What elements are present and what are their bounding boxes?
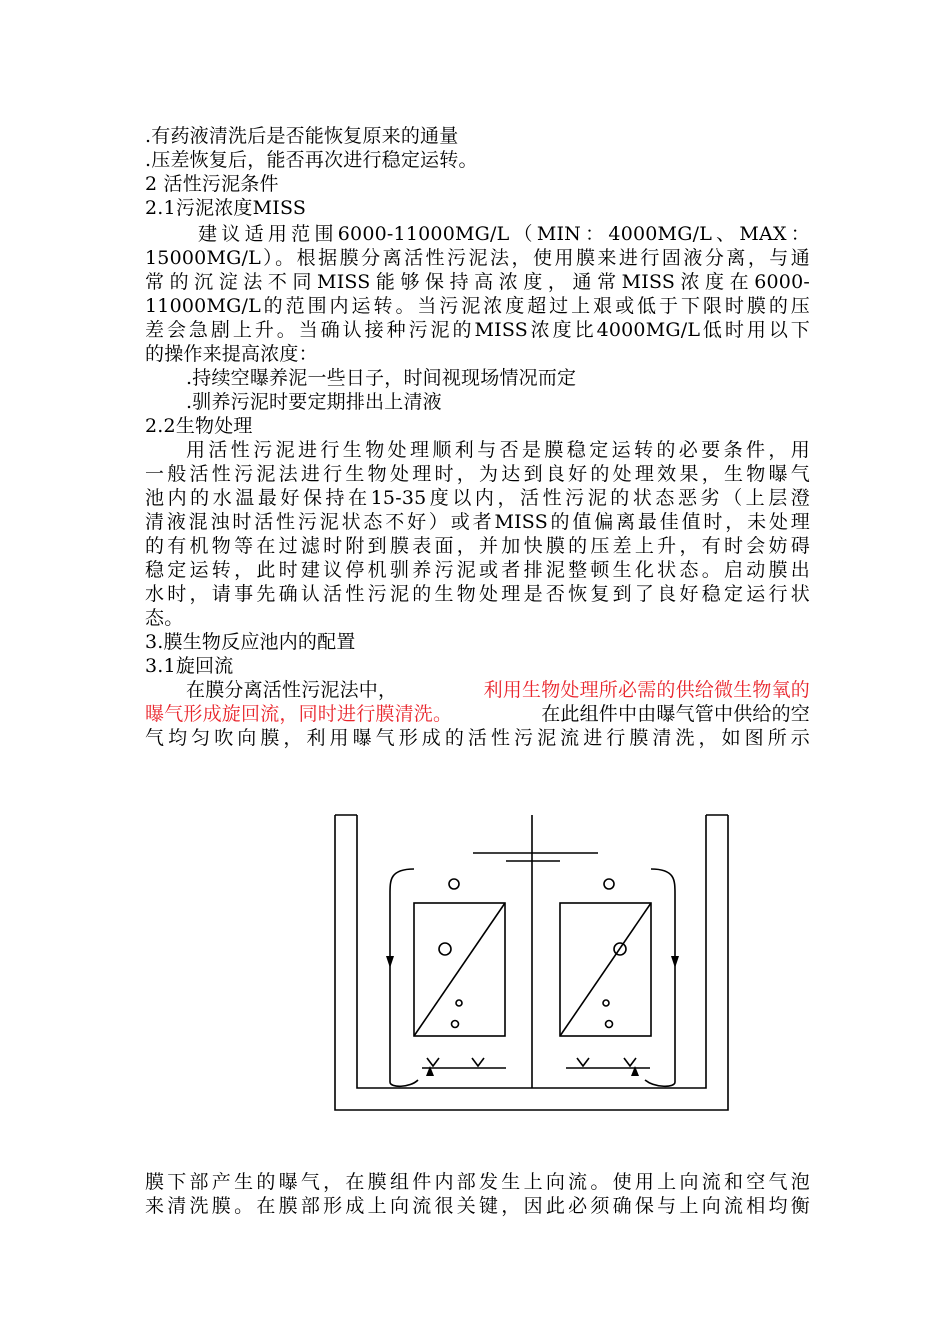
aerator-diffuser <box>427 1058 439 1066</box>
text-line: 建议适用范围6000-11000MG/L（MIN：4000MG/L、MAX： <box>198 223 810 245</box>
flow-direction-arrowhead <box>671 956 679 968</box>
aerator-diffuser <box>577 1058 589 1066</box>
air-bubble <box>603 1000 609 1006</box>
highlight-text: 曝气形成旋回流，同时进行膜清洗。 <box>145 703 453 725</box>
flow-direction-arrowhead <box>386 956 394 968</box>
list-item: .驯养污泥时要定期排出上清液 <box>186 391 442 413</box>
text-line: 一般活性污泥法进行生物处理时，为达到良好的处理效果，生物曝气 <box>145 463 810 485</box>
text-line: 气均匀吹向膜，利用曝气形成的活性污泥流进行膜清洗，如图所示 <box>145 727 810 749</box>
highlight-text: 利用生物处理所必需的供给微生物氧的 <box>483 679 810 701</box>
aerator-diffuser <box>624 1058 636 1066</box>
air-bubble <box>449 879 459 889</box>
air-bubble <box>456 1000 462 1006</box>
section-heading: 2 活性污泥条件 <box>145 173 279 195</box>
circulation-flow-arrow <box>645 869 675 1086</box>
text-line: .压差恢复后，能否再次进行稳定运转。 <box>145 149 478 171</box>
text-line <box>145 702 810 726</box>
module-diagonal <box>414 903 505 1036</box>
text-normal: 在此组件中由曝气管中供给的空 <box>541 703 810 725</box>
text-line: 清液混浊时活性污泥状态不好）或者MISS的值偏离最佳值时，未处理 <box>145 511 810 533</box>
text-line: .有药液清洗后是否能恢复原来的通量 <box>145 125 459 147</box>
text-line: 11000MG/L的范围内运转。当污泥浓度超过上艰或低于下限时膜的压 <box>145 295 810 317</box>
text-line: 的有机物等在过滤时附到膜表面，并加快膜的压差上升，有时会妨碍 <box>145 535 810 557</box>
text-line: 池内的水温最好保持在15-35度以内，活性污泥的状态恶劣（上层澄 <box>145 487 810 509</box>
text-line: 态。 <box>145 607 184 629</box>
air-bubble <box>439 943 451 955</box>
section-heading: 3.膜生物反应池内的配置 <box>145 631 356 653</box>
module-diagonal <box>560 903 651 1036</box>
text-line: 差会急剧上升。当确认接种污泥的MISS浓度比4000MG/L低时用以下 <box>145 319 810 341</box>
list-item: .持续空曝养泥一些日子，时间视现场情况而定 <box>186 367 577 389</box>
text-line: 的操作来提高浓度： <box>145 343 318 365</box>
air-bubble <box>606 1021 613 1028</box>
text-line: 常的沉淀法不同MISS能够保持高浓度，通常MISS浓度在6000- <box>145 271 810 293</box>
subsection-heading: 2.2生物处理 <box>145 415 253 437</box>
text-line: 用活性污泥进行生物处理顺利与否是膜稳定运转的必要条件，用 <box>186 439 810 461</box>
text-line: 15000MG/L）。根据膜分离活性污泥法，使用膜来进行固液分离，与通 <box>145 247 810 269</box>
air-bubble <box>604 879 614 889</box>
air-bubble <box>452 1021 459 1028</box>
text-line: 水时，请事先确认活性污泥的生物处理是否恢复到了良好稳定运行状 <box>145 583 810 605</box>
text-line <box>186 678 810 702</box>
text-normal: 在膜分离活性污泥法中， <box>186 679 398 701</box>
aerator-diffuser <box>472 1058 484 1066</box>
text-line: 来清洗膜。在膜部形成上向流很关键，因此必须确保与上向流相均衡 <box>145 1195 810 1217</box>
text-line: 稳定运转，此时建议停机驯养污泥或者排泥整顿生化状态。启动膜出 <box>145 559 810 581</box>
subsection-heading: 2.1污泥浓度MISS <box>145 197 307 219</box>
subsection-heading: 3.1旋回流 <box>145 655 234 677</box>
mbr-tank-diagram <box>330 812 730 1116</box>
text-line: 膜下部产生的曝气，在膜组件内部发生上向流。使用上向流和空气泡 <box>145 1171 810 1193</box>
